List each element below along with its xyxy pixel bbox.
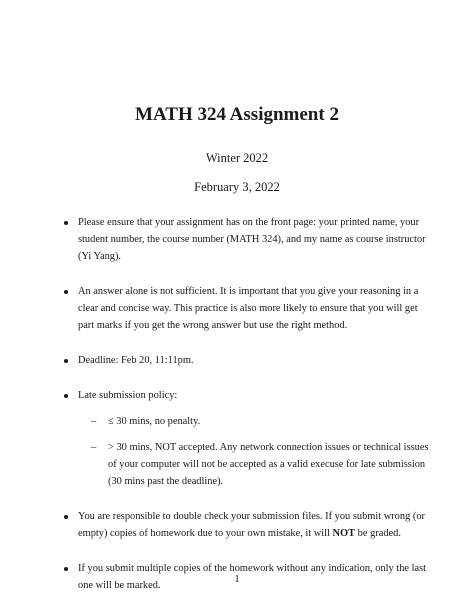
dash-icon: – xyxy=(91,416,97,427)
instruction-item-deadline xyxy=(62,352,430,369)
document-title: MATH 324 Assignment 2 xyxy=(135,104,339,125)
instruction-text: Please ensure that your assignment has on the front page: your printed name, your student number, the course number (MATH 324), and my name as course instructor (Yi Yang). xyxy=(78,217,426,262)
instruction-text: An answer alone is not sufficient. It is important that you give your reasoning in a clear and concise way. This practice is also more likely to ensure that you will get part marks if you get the wrong answer but use the right method. xyxy=(78,286,419,331)
late-policy-item-late xyxy=(78,439,430,490)
bullet-icon xyxy=(64,290,68,294)
page-number: 1 xyxy=(234,574,240,585)
instruction-item-reasoning xyxy=(62,283,430,334)
instruction-text-after: be graded. xyxy=(355,528,401,539)
bullet-icon xyxy=(64,221,68,225)
instruction-item-front-page xyxy=(62,214,430,265)
bullet-icon xyxy=(64,515,68,519)
instruction-text: If you submit multiple copies of the homework without any indication, only the last one will be marked. xyxy=(78,563,427,591)
date-line: February 3, 2022 xyxy=(194,180,280,194)
bullet-icon xyxy=(64,359,68,363)
term-line: Winter 2022 xyxy=(205,151,269,165)
policy-symbol: ≤ xyxy=(108,416,114,427)
instruction-item-late-policy xyxy=(62,387,430,490)
dash-icon: – xyxy=(91,442,97,453)
instruction-text: Deadline: Feb 20, 11:11pm. xyxy=(78,355,194,366)
late-policy-item-on-time xyxy=(78,413,430,430)
instruction-emphasis: NOT xyxy=(332,528,356,539)
policy-text: 30 mins, NOT accepted. Any network connection issues or technical issues of your computer will not be accepted as a valid execuse for late submission (30 mins past the deadline). xyxy=(108,442,429,487)
late-policy-list xyxy=(78,413,430,490)
instruction-item-double-check xyxy=(62,508,430,542)
bullet-icon xyxy=(64,567,68,571)
instruction-text: Late submission policy: xyxy=(78,390,178,401)
policy-text: 30 mins, no penalty. xyxy=(113,416,201,427)
policy-symbol: > xyxy=(108,442,114,453)
instruction-text-before: You are responsible to double check your submission files. If you submit wrong (or empty) copies of homework due to your own mistake, it will xyxy=(78,511,425,539)
bullet-icon xyxy=(64,394,68,398)
instruction-list xyxy=(62,214,430,612)
